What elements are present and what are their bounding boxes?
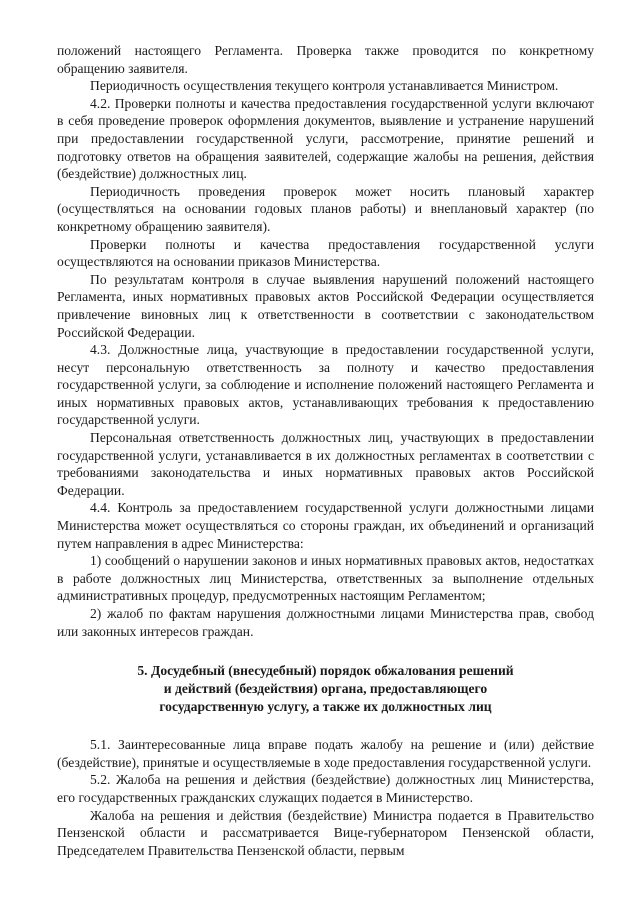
section-heading-line: государственную услугу, а также их должностных лиц	[159, 699, 492, 715]
section-heading-line: 5. Досудебный (внесудебный) порядок обжалования решений	[137, 663, 514, 679]
paragraph: 4.4. Контроль за предоставлением государственной услуги должностными лицами Министерства может осуществляться со стороны граждан, их объединений и организаций путем направления в адрес Министерства:	[57, 500, 594, 551]
paragraph: Периодичность осуществления текущего контроля устанавливается Министром.	[90, 78, 559, 94]
paragraph: 1) сообщений о нарушении законов и иных нормативных правовых актов, недостатках в работе должностных лиц Министерства, ответственных за выполнение отдельных административных процедур, предусмотренных настоящим Регламентом;	[57, 553, 594, 604]
top-text-block	[57, 42, 594, 640]
paragraph: Периодичность проведения проверок может носить плановый характер (осуществляться на основании годовых планов работы) и внеплановый характер (по конкретному обращению заявителя).	[57, 183, 594, 234]
paragraph: 5.1. Заинтересованные лица вправе подать жалобу на решение и (или) действие (бездействие), принятые и осуществляемые в ходе предоставления государственной услуги.	[57, 737, 594, 770]
paragraph: 4.3. Должностные лица, участвующие в предоставлении государственной услуги, несут персональную ответственность за полноту и качество предоставления государственной услуги, за соблюдение и исполнение положений настоящего Регламента и иных нормативных правовых актов, устанавливающих требования к предоставлению государственной услуги.	[57, 342, 594, 428]
section-heading	[57, 662, 594, 716]
paragraph: По результатам контроля в случае выявления нарушений положений настоящего Регламента, иных нормативных правовых актов Российской Федерации осуществляется привлечение виновных лиц к ответственности в соответствии с законодательством Российской Федерации.	[57, 271, 594, 340]
paragraph: 2) жалоб по фактам нарушения должностными лицами Министерства прав, свобод или законных интересов граждан.	[57, 606, 594, 639]
paragraph: 4.2. Проверки полноты и качества предоставления государственной услуги включают в себя проведение проверок оформления документов, выявление и устранение нарушений при предоставлении государственной услуги, рассмотрение, принятие решений и подготовку ответов на обращения заявителей, содержащие жалобы на решения, действия (бездействие) должностных лиц.	[57, 95, 594, 182]
bottom-text-block	[57, 736, 594, 859]
paragraph: 5.2. Жалоба на решения и действия (бездействие) должностных лиц Министерства, его государственных гражданских служащих подается в Министерство.	[57, 772, 594, 805]
document-page	[57, 42, 594, 859]
paragraph: Персональная ответственность должностных лиц, участвующих в предоставлении государственной услуги, устанавливается в их должностных регламентах в соответствии с требованиями законодательства и иных нормативных правовых актов Российской Федерации.	[57, 430, 594, 498]
paragraph: Жалоба на решения и действия (бездействие) Министра подается в Правительство Пензенской области и рассматривается Вице-губернатором Пензенской области, Председателем Правительства Пензенской области, первым	[57, 807, 594, 858]
paragraph: Проверки полноты и качества предоставления государственной услуги осуществляются на основании приказов Министерства.	[57, 236, 594, 270]
section-heading-line: и действий (бездействия) органа, предоставляющего	[163, 681, 488, 697]
paragraph: положений настоящего Регламента. Проверка также проводится по конкретному обращению заявителя.	[57, 43, 594, 76]
